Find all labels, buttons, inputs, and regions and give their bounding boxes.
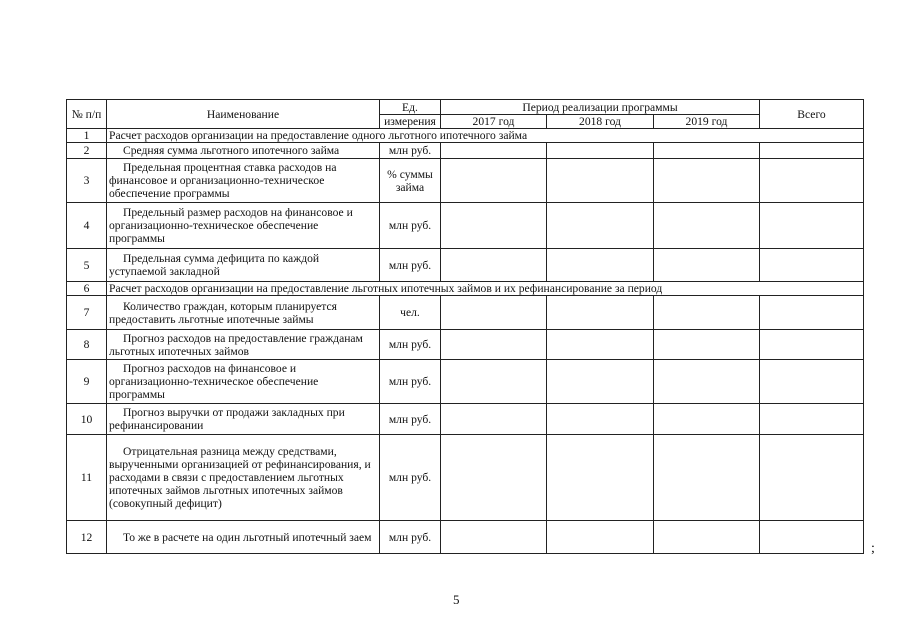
table-row bbox=[67, 521, 864, 554]
cell-total bbox=[760, 404, 864, 435]
row-number: 11 bbox=[67, 435, 107, 521]
row-name: Средняя сумма льготного ипотечного займа bbox=[107, 143, 380, 159]
table-row bbox=[67, 360, 864, 404]
row-number: 5 bbox=[67, 249, 107, 282]
header-year-2017: 2017 год bbox=[441, 115, 547, 129]
cell-year-2017 bbox=[441, 435, 547, 521]
row-unit: млн руб. bbox=[380, 249, 441, 282]
table-row bbox=[67, 249, 864, 282]
row-name: Предельная процентная ставка расходов на финансовое и организационно-техническое обеспечение программы bbox=[107, 159, 380, 203]
header-num: № п/п bbox=[67, 100, 107, 129]
cell-year-2019 bbox=[654, 296, 760, 330]
cell-year-2017 bbox=[441, 249, 547, 282]
cell-year-2018 bbox=[547, 404, 654, 435]
cell-total bbox=[760, 249, 864, 282]
row-number: 10 bbox=[67, 404, 107, 435]
table-row bbox=[67, 404, 864, 435]
cell-total bbox=[760, 435, 864, 521]
row-unit: млн руб. bbox=[380, 203, 441, 249]
header-period: Период реализации программы bbox=[441, 100, 760, 115]
section-heading: Расчет расходов организации на предоставление льготных ипотечных займов и их рефинансирование за период bbox=[107, 282, 864, 296]
cell-year-2018 bbox=[547, 296, 654, 330]
cell-year-2019 bbox=[654, 521, 760, 554]
row-number: 1 bbox=[67, 129, 107, 143]
cell-year-2019 bbox=[654, 143, 760, 159]
row-name: Прогноз расходов на предоставление гражданам льготных ипотечных займов bbox=[107, 330, 380, 360]
cell-total bbox=[760, 143, 864, 159]
program-cost-table bbox=[66, 99, 864, 554]
row-name: Предельная сумма дефицита по каждой уступаемой закладной bbox=[107, 249, 380, 282]
row-unit: млн руб. bbox=[380, 404, 441, 435]
cell-year-2019 bbox=[654, 404, 760, 435]
cell-year-2018 bbox=[547, 203, 654, 249]
cell-total bbox=[760, 360, 864, 404]
row-number: 6 bbox=[67, 282, 107, 296]
table-row bbox=[67, 330, 864, 360]
header-year-2019: 2019 год bbox=[654, 115, 760, 129]
cell-year-2018 bbox=[547, 159, 654, 203]
row-name: Количество граждан, которым планируется предоставить льготные ипотечные займы bbox=[107, 296, 380, 330]
row-unit: млн руб. bbox=[380, 435, 441, 521]
cell-total bbox=[760, 330, 864, 360]
cell-year-2018 bbox=[547, 143, 654, 159]
row-number: 9 bbox=[67, 360, 107, 404]
cell-year-2018 bbox=[547, 521, 654, 554]
row-number: 7 bbox=[67, 296, 107, 330]
table-row bbox=[67, 143, 864, 159]
table-row bbox=[67, 159, 864, 203]
row-unit: млн руб. bbox=[380, 521, 441, 554]
row-name: Отрицательная разница между средствами, вырученными организацией от рефинансирования, и расходами в связи с предоставлением льготных ипотечных займов льготных ипотечных займов (совокупный дефицит) bbox=[107, 435, 380, 521]
row-unit: млн руб. bbox=[380, 360, 441, 404]
row-unit: % суммы займа bbox=[380, 159, 441, 203]
row-unit: млн руб. bbox=[380, 143, 441, 159]
row-number: 8 bbox=[67, 330, 107, 360]
page-number: 5 bbox=[453, 592, 460, 607]
header-year-2018: 2018 год bbox=[547, 115, 654, 129]
row-name: Прогноз расходов на финансовое и организационно-техническое обеспечение программы bbox=[107, 360, 380, 404]
table-row bbox=[67, 203, 864, 249]
cell-year-2017 bbox=[441, 330, 547, 360]
row-unit: чел. bbox=[380, 296, 441, 330]
cell-total bbox=[760, 159, 864, 203]
cell-total bbox=[760, 521, 864, 554]
cell-year-2018 bbox=[547, 249, 654, 282]
cell-year-2018 bbox=[547, 330, 654, 360]
header-unit-line1: Ед. bbox=[380, 100, 441, 115]
table-row bbox=[67, 435, 864, 521]
cell-year-2019 bbox=[654, 435, 760, 521]
row-name: Прогноз выручки от продажи закладных при рефинансировании bbox=[107, 404, 380, 435]
section-heading: Расчет расходов организации на предоставление одного льготного ипотечного займа bbox=[107, 129, 864, 143]
cell-year-2019 bbox=[654, 159, 760, 203]
row-unit: млн руб. bbox=[380, 330, 441, 360]
header-name: Наименование bbox=[107, 100, 380, 129]
cell-year-2019 bbox=[654, 360, 760, 404]
cell-year-2017 bbox=[441, 143, 547, 159]
cell-year-2017 bbox=[441, 360, 547, 404]
cell-year-2019 bbox=[654, 249, 760, 282]
row-number: 3 bbox=[67, 159, 107, 203]
cell-year-2018 bbox=[547, 360, 654, 404]
table-row bbox=[67, 296, 864, 330]
cell-year-2017 bbox=[441, 521, 547, 554]
row-name: То же в расчете на один льготный ипотечный заем bbox=[107, 521, 380, 554]
cell-year-2017 bbox=[441, 296, 547, 330]
header-total: Всего bbox=[760, 100, 864, 129]
cell-year-2018 bbox=[547, 435, 654, 521]
cell-year-2017 bbox=[441, 404, 547, 435]
cell-year-2017 bbox=[441, 159, 547, 203]
row-number: 12 bbox=[67, 521, 107, 554]
table-row bbox=[67, 129, 864, 143]
cell-total bbox=[760, 296, 864, 330]
row-number: 4 bbox=[67, 203, 107, 249]
cell-total bbox=[760, 203, 864, 249]
row-name: Предельный размер расходов на финансовое и организационно-техническое обеспечение программы bbox=[107, 203, 380, 249]
cell-year-2019 bbox=[654, 330, 760, 360]
table-row bbox=[67, 282, 864, 296]
trailing-semicolon: ; bbox=[871, 541, 875, 556]
row-number: 2 bbox=[67, 143, 107, 159]
header-unit-line2: измерения bbox=[380, 115, 441, 129]
cell-year-2019 bbox=[654, 203, 760, 249]
cell-year-2017 bbox=[441, 203, 547, 249]
